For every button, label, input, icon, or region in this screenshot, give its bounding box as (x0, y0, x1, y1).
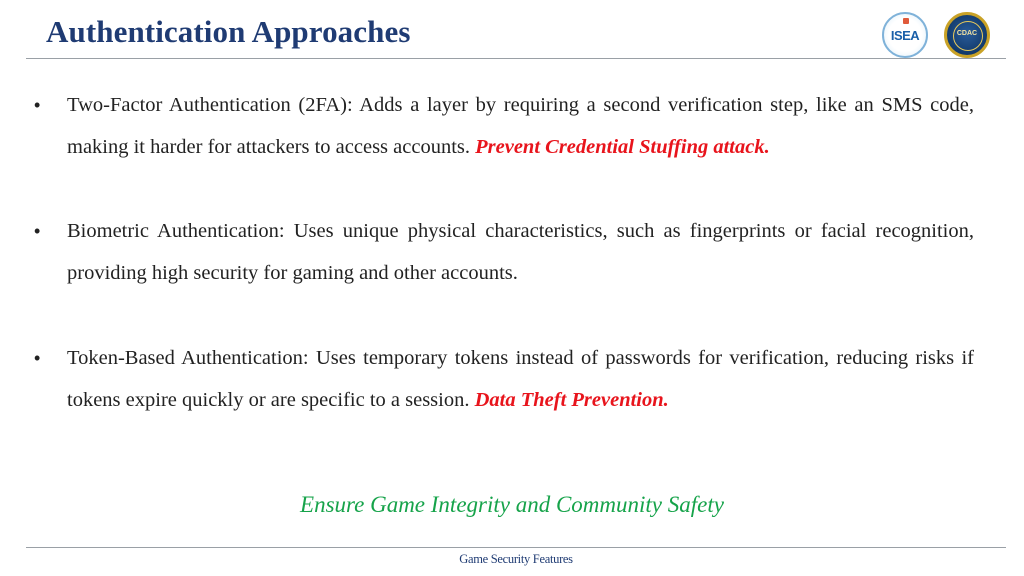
tagline: Ensure Game Integrity and Community Safety (300, 492, 724, 517)
isea-logo-mark (903, 18, 909, 24)
bullet-text: Token-Based Authentication: Uses temporary tokens instead of passwords for verification, reducing risks if tokens expire quickly or are specific to a session. (67, 347, 974, 411)
footer-text: Game Security Features (459, 552, 573, 566)
bullet-list (30, 84, 974, 421)
isea-logo-text: ISEA (890, 28, 920, 43)
cdac-logo-text: CDAC (956, 30, 978, 37)
isea-logo (882, 12, 928, 58)
footer-divider (26, 547, 1006, 548)
bullet-biometric (30, 210, 974, 294)
bullet-text: Biometric Authentication: Uses unique physical characteristics, such as fingerprints or facial recognition, providing high security for gaming and other accounts. (67, 220, 974, 284)
bullet-emphasis: Data Theft Prevention. (474, 389, 669, 411)
header-divider (26, 58, 1006, 59)
bullet-emphasis: Prevent Credential Stuffing attack. (475, 136, 770, 158)
bullet-token (30, 337, 974, 421)
bullet-marker: • (34, 221, 41, 241)
bullet-text: Two-Factor Authentication (2FA): Adds a layer by requiring a second verification step, like an SMS code, making it harder for attackers to access accounts. (67, 94, 974, 158)
cdac-logo (944, 12, 990, 58)
bullet-2fa (30, 84, 974, 168)
bullet-marker: • (34, 348, 41, 368)
bullet-marker: • (34, 95, 41, 115)
page-title: Authentication Approaches (46, 14, 411, 49)
